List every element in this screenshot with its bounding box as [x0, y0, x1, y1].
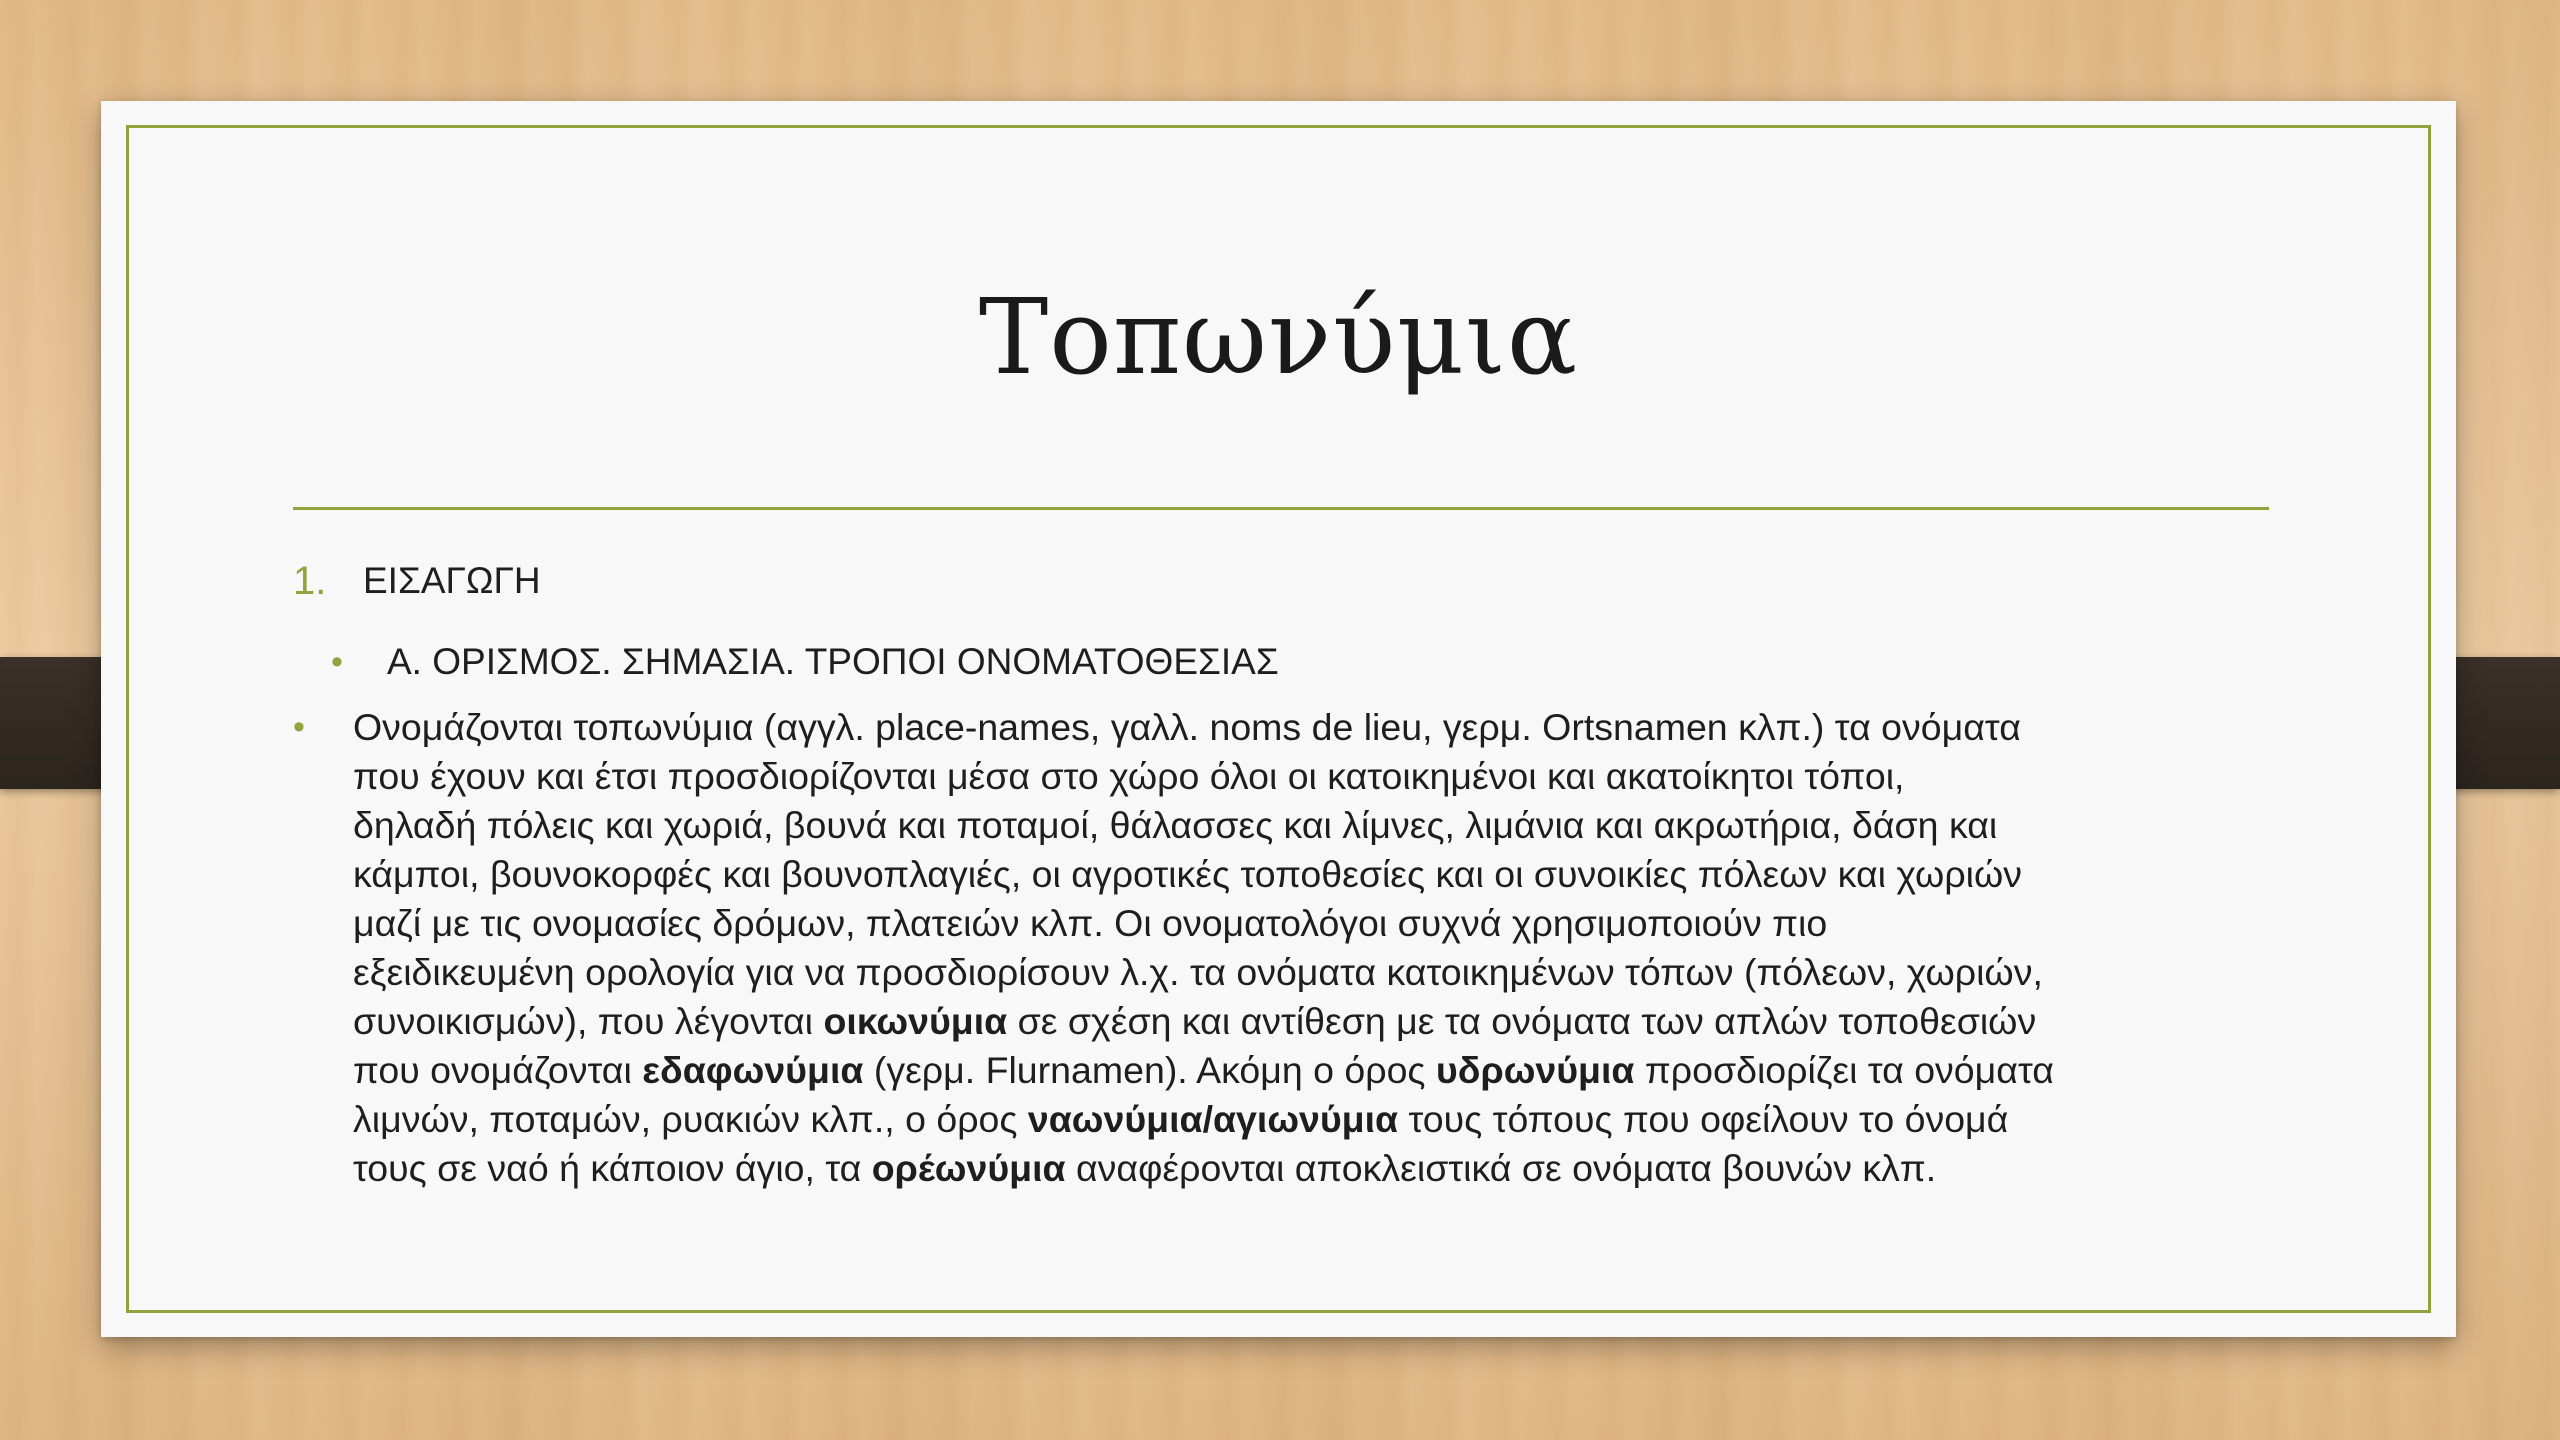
- body-paragraph: [353, 703, 2269, 1193]
- bold-term-edafonymia: εδαφωνύμια: [642, 1049, 864, 1091]
- paragraph-line: [353, 899, 2269, 948]
- bold-term-oreonymia: ορέωνύμια: [871, 1147, 1066, 1189]
- text-run: δηλαδή πόλεις και χωριά, βουνά και ποταμοί, θάλασσες και λίμνες, λιμάνια και ακρωτήρια, δάση και: [353, 804, 1998, 846]
- text-run: που έχουν και έτσι προσδιορίζονται μέσα στο χώρο όλοι οι κατοικημένοι και ακατοίκητοι τόποι,: [353, 755, 1905, 797]
- numbered-item-label: ΕΙΣΑΓΩΓΗ: [363, 560, 541, 601]
- bold-term-ydronymia: υδρωνύμια: [1435, 1049, 1635, 1091]
- text-run: μαζί με τις ονομασίες δρόμων, πλατειών κλπ. Οι ονοματολόγοι συχνά χρησιμοποιούν πιο: [353, 902, 1828, 944]
- text-run: που ονομάζονται: [353, 1049, 643, 1091]
- numbered-item-introduction: [293, 541, 2269, 621]
- text-run: λιμνών, ποταμών, ρυακιών κλπ., ο όρος: [353, 1098, 1028, 1140]
- list-number: 1.: [293, 559, 327, 603]
- title-divider: [293, 507, 2269, 510]
- paragraph-line: [353, 752, 2269, 801]
- text-run: Ονομάζονται τοπωνύμια (αγγλ. place-names, γαλλ. noms de lieu, γερμ. Ortsnamen κλπ.) τα ονόματα: [353, 706, 2021, 748]
- sub-bullet-label: Α. ΟΡΙΣΜΟΣ. ΣΗΜΑΣΙΑ. ΤΡΟΠΟΙ ΟΝΟΜΑΤΟΘΕΣΙΑΣ: [387, 641, 1279, 682]
- text-run: εξειδικευμένη ορολογία για να προσδιορίσουν λ.χ. τα ονόματα κατοικημένων τόπων (πόλεων, χωριών,: [353, 951, 2043, 993]
- paragraph-line: [353, 850, 2269, 899]
- text-run: προσδιορίζει τα ονόματα: [1634, 1049, 2054, 1091]
- slide-content: [293, 541, 2269, 1193]
- presentation-slide: [101, 101, 2456, 1337]
- paragraph-line: [353, 1095, 2269, 1144]
- paragraph-line: [353, 1046, 2269, 1095]
- paragraph-line: [353, 1144, 2269, 1193]
- paragraph-bullet: [293, 703, 2269, 1193]
- text-run: τους τόπους που οφείλουν το όνομά: [1398, 1098, 2009, 1140]
- text-run: κάμποι, βουνοκορφές και βουνοπλαγιές, οι αγροτικές τοποθεσίες και οι συνοικίες πόλεων και χωριών: [353, 853, 2023, 895]
- paragraph-line: [353, 801, 2269, 850]
- text-run: τους σε ναό ή κάποιον άγιο, τα: [353, 1147, 872, 1189]
- paragraph-line: [353, 948, 2269, 997]
- slide-title: Τοπωνύμια: [978, 276, 1579, 398]
- bold-term-naonymia: ναωνύμια/αγιωνύμια: [1027, 1098, 1399, 1140]
- bullet-marker: •: [331, 643, 343, 681]
- paragraph-line: [353, 703, 2269, 752]
- sub-bullet-definition: [293, 621, 2269, 703]
- bold-term-oikonymia: οικωνύμια: [823, 1000, 1008, 1042]
- paragraph-line: [353, 997, 2269, 1046]
- text-run: συνοικισμών), που λέγονται: [353, 1000, 824, 1042]
- text-run: σε σχέση και αντίθεση με τα ονόματα των απλών τοποθεσιών: [1007, 1000, 2037, 1042]
- bullet-marker: •: [293, 708, 305, 746]
- text-run: (γερμ. Flurnamen). Ακόμη ο όρος: [863, 1049, 1436, 1091]
- text-run: αναφέρονται αποκλειστικά σε ονόματα βουνών κλπ.: [1065, 1147, 1937, 1189]
